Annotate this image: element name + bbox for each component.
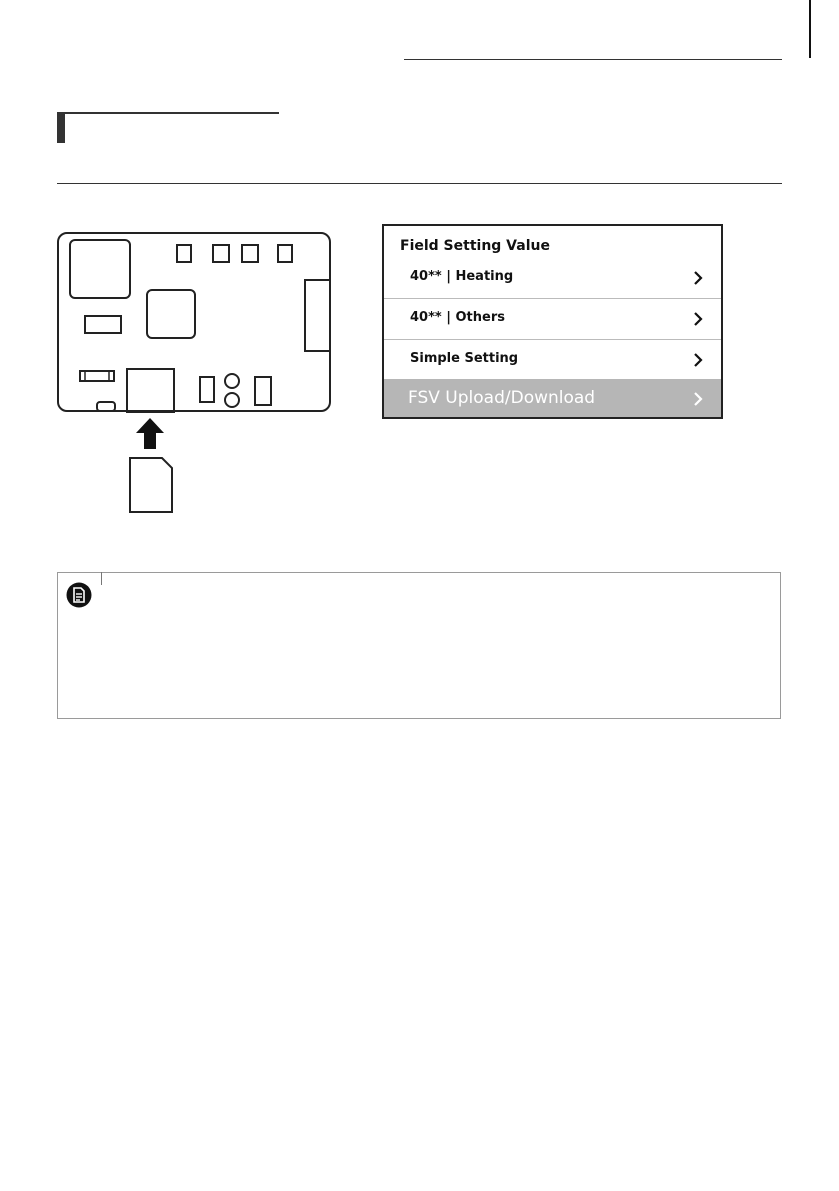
- section-title-rule: [57, 112, 279, 114]
- pcb-small-pad-1: [177, 245, 191, 262]
- pcb-circle-1: [225, 374, 239, 388]
- menu-item-others[interactable]: [384, 299, 721, 339]
- chevron-right-icon: [693, 271, 703, 285]
- menu-item-simple-setting[interactable]: [384, 340, 721, 380]
- screen-title: Field Setting Value: [400, 238, 550, 254]
- section-rule: [57, 183, 782, 184]
- menu-item-fsv-upload-download[interactable]: [384, 379, 721, 419]
- pcb-sd-slot: [127, 369, 174, 412]
- pcb-small-pad-3: [242, 245, 258, 262]
- note-box: [57, 572, 781, 719]
- pcb-small-pad-2: [213, 245, 229, 262]
- menu-item-label: Simple Setting: [410, 351, 519, 366]
- menu-item-label: 40** | Heating: [410, 269, 514, 284]
- section-title-bar: [57, 113, 65, 143]
- pcb-circle-2: [225, 393, 239, 407]
- controller-screen: [382, 224, 723, 419]
- up-arrow-icon: [133, 416, 167, 450]
- pcb-chip-center: [147, 290, 195, 338]
- chevron-right-icon: [693, 392, 703, 406]
- pcb-tall-rect-1: [200, 377, 214, 402]
- chevron-right-icon: [693, 353, 703, 367]
- page-edge-line: [809, 0, 811, 58]
- note-tick: [101, 572, 102, 585]
- pcb-chip-large: [70, 240, 130, 298]
- sd-card-icon: [128, 456, 174, 514]
- chevron-right-icon: [693, 312, 703, 326]
- pcb-bottom-pad: [97, 402, 115, 411]
- pcb-small-rect: [85, 316, 121, 333]
- note-icon: [66, 582, 92, 608]
- pcb-connector-right: [305, 280, 330, 351]
- pcb-board-illustration: [55, 230, 333, 414]
- menu-item-label: FSV Upload/Download: [408, 388, 596, 408]
- header-rule: [404, 59, 782, 60]
- menu-item-heating[interactable]: [384, 258, 721, 298]
- pcb-tall-rect-2: [255, 377, 271, 405]
- menu-item-label: 40** | Others: [410, 310, 505, 325]
- pcb-small-pad-4: [278, 245, 292, 262]
